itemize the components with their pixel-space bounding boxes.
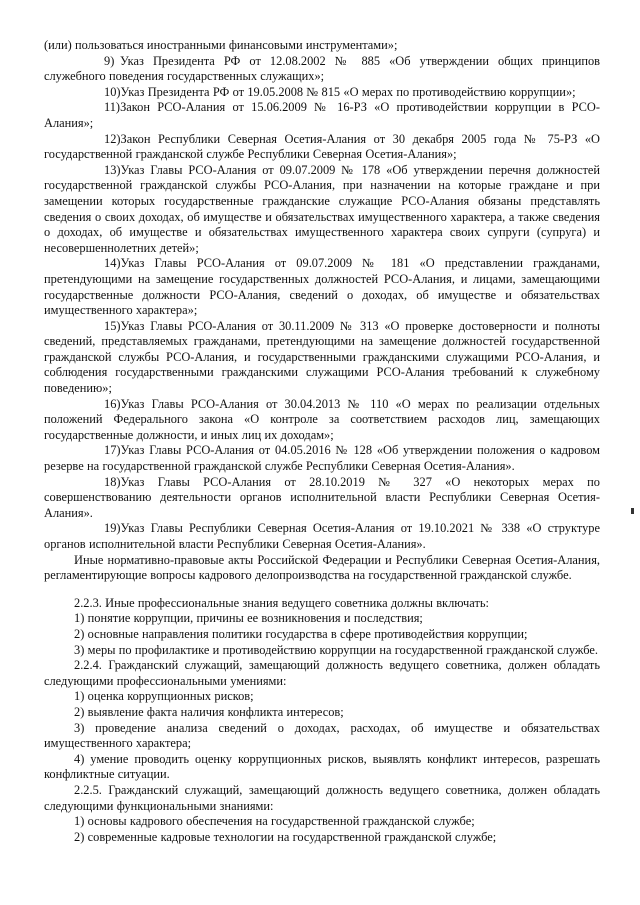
item-text: Указ Главы Республики Северная Осетия-Алания от 19.10.2021 № 338 «О структуре органов исполнительной власти Республики Северная Осетия-Алания». — [44, 521, 600, 551]
list-item: 1) оценка коррупционных рисков; — [74, 689, 254, 704]
list-item: 1) понятие коррупции, причины ее возникновения и последствия; — [74, 611, 423, 626]
normative-acts-list — [44, 54, 600, 553]
list-item: 2) выявление факта наличия конфликта интересов; — [74, 704, 344, 719]
item-text: Закон Республики Северная Осетия-Алания от 30 декабря 2005 года № 75-РЗ «О государственной гражданской службе Республики Северная Осетия-Алания»; — [44, 131, 600, 162]
list-item — [44, 256, 600, 318]
list-item — [44, 319, 600, 397]
list-item — [44, 163, 600, 257]
list-item: 3) проведение анализа сведений о доходах, расходах, об имуществе и обязательствах имущественного характера; — [44, 720, 600, 751]
item-text: Закон РСО-Алания от 15.06.2009 № 16-РЗ «О противодействии коррупции в РСО-Алания»; — [44, 100, 600, 130]
item-text: Указ Главы РСО-Алания от 28.10.2019 № 327 «О некоторых мерах по совершенствованию деятельности органов исполнительной власти Республики Северная Осетия-Алания». — [44, 474, 600, 520]
item-number: 17) — [104, 443, 121, 458]
item-number: 13) — [104, 162, 121, 177]
item-text: Указ Главы РСО-Алания от 30.04.2013 № 110 «О мерах по реализации отдельных положений Федерального закона «О контроле за соответствием расходов лиц, замещающих государственные должности, и иных лиц их доходам»; — [44, 396, 600, 442]
item-number: 12) — [104, 131, 121, 146]
item-text: Указ Президента РФ от 19.05.2008 № 815 «О мерах по противодействию коррупции»; — [120, 84, 576, 99]
list-item: 4) умение проводить оценку коррупционных рисков, выявлять конфликт интересов, разрешать конфликтные ситуации. — [44, 751, 600, 782]
item-number: 11) — [104, 100, 121, 115]
scan-mark — [631, 508, 634, 514]
section-2-2-4 — [44, 658, 600, 783]
list-item — [44, 521, 600, 552]
item-text: Указ Главы РСО-Алания от 04.05.2016 № 128 «Об утверждении положения о кадровом резерве на государственной гражданской службе Республики Северная Осетия-Алания». — [44, 443, 600, 474]
section-2-2-5 — [44, 783, 600, 845]
intro-line: (или) пользоваться иностранными финансовыми инструментами»; — [44, 38, 398, 52]
item-number: 18) — [104, 474, 121, 489]
section-heading: 2.2.3. Иные профессиональные знания ведущего советника должны включать: — [74, 595, 489, 610]
list-item — [44, 443, 600, 474]
list-item: 1) основы кадрового обеспечения на государственной гражданской службе; — [74, 814, 475, 829]
list-item: 2) основные направления политики государства в сфере противодействия коррупции; — [74, 626, 528, 641]
item-number: 14) — [104, 256, 121, 271]
item-number: 16) — [104, 396, 121, 411]
section-heading: 2.2.5. Гражданский служащий, замещающий должность ведущего советника, должен обладать следующими функциональными знаниями: — [44, 782, 600, 813]
list-item — [44, 132, 600, 163]
list-item — [44, 54, 600, 85]
item-number: 10) — [104, 84, 121, 99]
item-text: Указ Главы РСО-Алания от 09.07.2009 № 181 «О представлении гражданами, претендующими на замещение государственных должностей РСО-Алания, и лицами, замещающими государственные должности РСО-Алания, сведений о доходах, об имуществе и обязательствах имущественного характера»; — [44, 256, 600, 318]
list-item — [44, 100, 600, 131]
section-gap — [44, 584, 600, 596]
list-item — [44, 475, 600, 522]
section-2-2-3 — [44, 596, 600, 658]
other-acts-paragraph: Иные нормативно-правовые акты Российской Федерации и Республики Северная Осетия-Алания, регламентирующие вопросы кадрового делопроизводства на государственной гражданской службе. — [44, 552, 600, 583]
item-text: Указ Президента РФ от 12.08.2002 № 885 «Об утверждении общих принципов служебного поведения государственных служащих»; — [44, 53, 600, 84]
item-number: 15) — [104, 318, 121, 333]
list-item — [44, 85, 600, 101]
item-text: Указ Главы РСО-Алания от 09.07.2009 № 178 «Об утверждении перечня должностей государственной гражданской службы РСО-Алания, при назначении на которые граждане и при замещении которых государственные гражданские служащие РСО-Алания обязаны представлять сведения о своих доходах, об имуществе и обязательствах имущественного характера, а также сведения о доходах, об имуществе и обязательствах имущественного характера своих супруги (супруга) и несовершеннолетних детей»; — [44, 162, 600, 255]
list-item — [44, 397, 600, 444]
section-heading: 2.2.4. Гражданский служащий, замещающий должность ведущего советника, должен обладать следующими профессиональными умениями: — [44, 658, 600, 688]
list-item: 3) меры по профилактике и противодействию коррупции на государственной гражданской службе. — [74, 642, 598, 657]
item-text: Указ Главы РСО-Алания от 30.11.2009 № 313 «О проверке достоверности и полноты сведений, представляемых гражданами, претендующими на замещение должностей государственной гражданской службы РСО-Алания, и государственными гражданскими служащими РСО-Алания, и соблюдения государственными гражданскими служащими РСО-Алания требований к служебному поведению»; — [44, 318, 600, 396]
list-item: 2) современные кадровые технологии на государственной гражданской службе; — [74, 829, 497, 844]
item-number: 9) — [104, 53, 115, 68]
item-number: 19) — [104, 521, 121, 536]
